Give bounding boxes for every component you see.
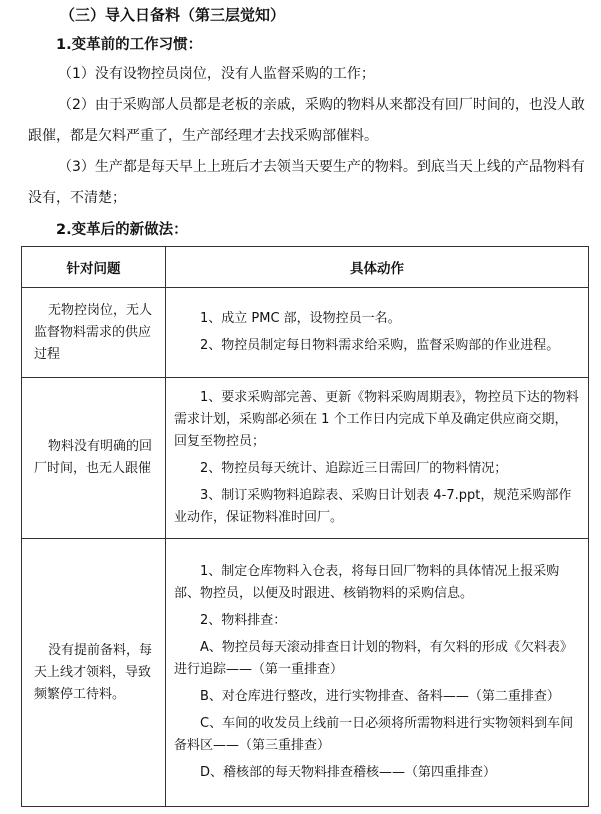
issue-text: 无物控岗位，无人监督物料需求的供应过程 <box>34 302 153 362</box>
after-heading: 2.变革后的新做法： <box>56 222 188 238</box>
issue-cell <box>22 288 166 378</box>
measures-table <box>21 246 589 807</box>
action-item: 2、物料排查： <box>200 613 287 628</box>
header-issue: 针对问题 <box>22 247 166 288</box>
table-header-row <box>22 247 589 288</box>
before-item-3: （3）生产都是每天早上上班后才去领当天要生产的物料。到底当天上线的产品物料有没有，不清楚； <box>28 159 585 206</box>
action-item: 3、制订采购物料追踪表、采购日计划表 4-7.ppt，规范采购部作业动作，保证物料准时回厂。 <box>174 488 572 525</box>
issue-text: 物料没有明确的回厂时间，也无人跟催 <box>34 439 153 476</box>
section-title: （三）导入日备料（第三层觉知） <box>60 6 286 24</box>
action-item: 1、要求采购部完善、更新《物料采购周期表》，物控员下达的物料需求计划，采购部必须在 1 个工作日内完成下单及确定供应商交期，回复至物控员； <box>174 390 579 449</box>
issue-cell <box>22 539 166 807</box>
table-row <box>22 288 589 378</box>
action-item: C、车间的收发员上线前一日必须将所需物料进行实物领料到车间备料区——（第三重排查） <box>174 716 574 753</box>
action-item: 1、成立 PMC 部，设物控员一名。 <box>200 311 401 326</box>
header-actions: 具体动作 <box>166 247 589 288</box>
action-item: 2、物控员制定每日物料需求给采购，监督采购部的作业进程。 <box>200 338 560 353</box>
issue-text: 没有提前备料，每天上线才领料，导致频繁停工待料。 <box>34 642 153 702</box>
action-item: B、对仓库进行整改，进行实物排查、备料——（第二重排查） <box>200 689 560 704</box>
actions-cell <box>166 378 589 539</box>
actions-cell <box>166 539 589 807</box>
before-item-2: （2）由于采购部人员都是老板的亲戚，采购的物料从来都没有回厂时间的，也没人敢跟催，都是欠料严重了，生产部经理才去找采购部催料。 <box>28 97 585 144</box>
before-item-1: （1）没有设物控员岗位，没有人监督采购的工作； <box>58 66 375 82</box>
before-heading: 1.变革前的工作习惯： <box>56 37 203 53</box>
issue-cell <box>22 378 166 539</box>
table-row <box>22 539 589 807</box>
action-item: 2、物控员每天统计、追踪近三日需回厂的物料情况； <box>200 461 508 476</box>
action-item: A、物控员每天滚动排查日计划的物料，有欠料的形成《欠料表》进行追踪——（第一重排查） <box>174 640 573 677</box>
action-item: 1、制定仓库物料入仓表，将每日回厂物料的具体情况上报采购部、物控员，以便及时跟进、核销物料的采购信息。 <box>174 564 560 601</box>
table-row <box>22 378 589 539</box>
actions-cell <box>166 288 589 378</box>
action-item: D、稽核部的每天物料排查稽核——（第四重排查） <box>200 765 497 780</box>
